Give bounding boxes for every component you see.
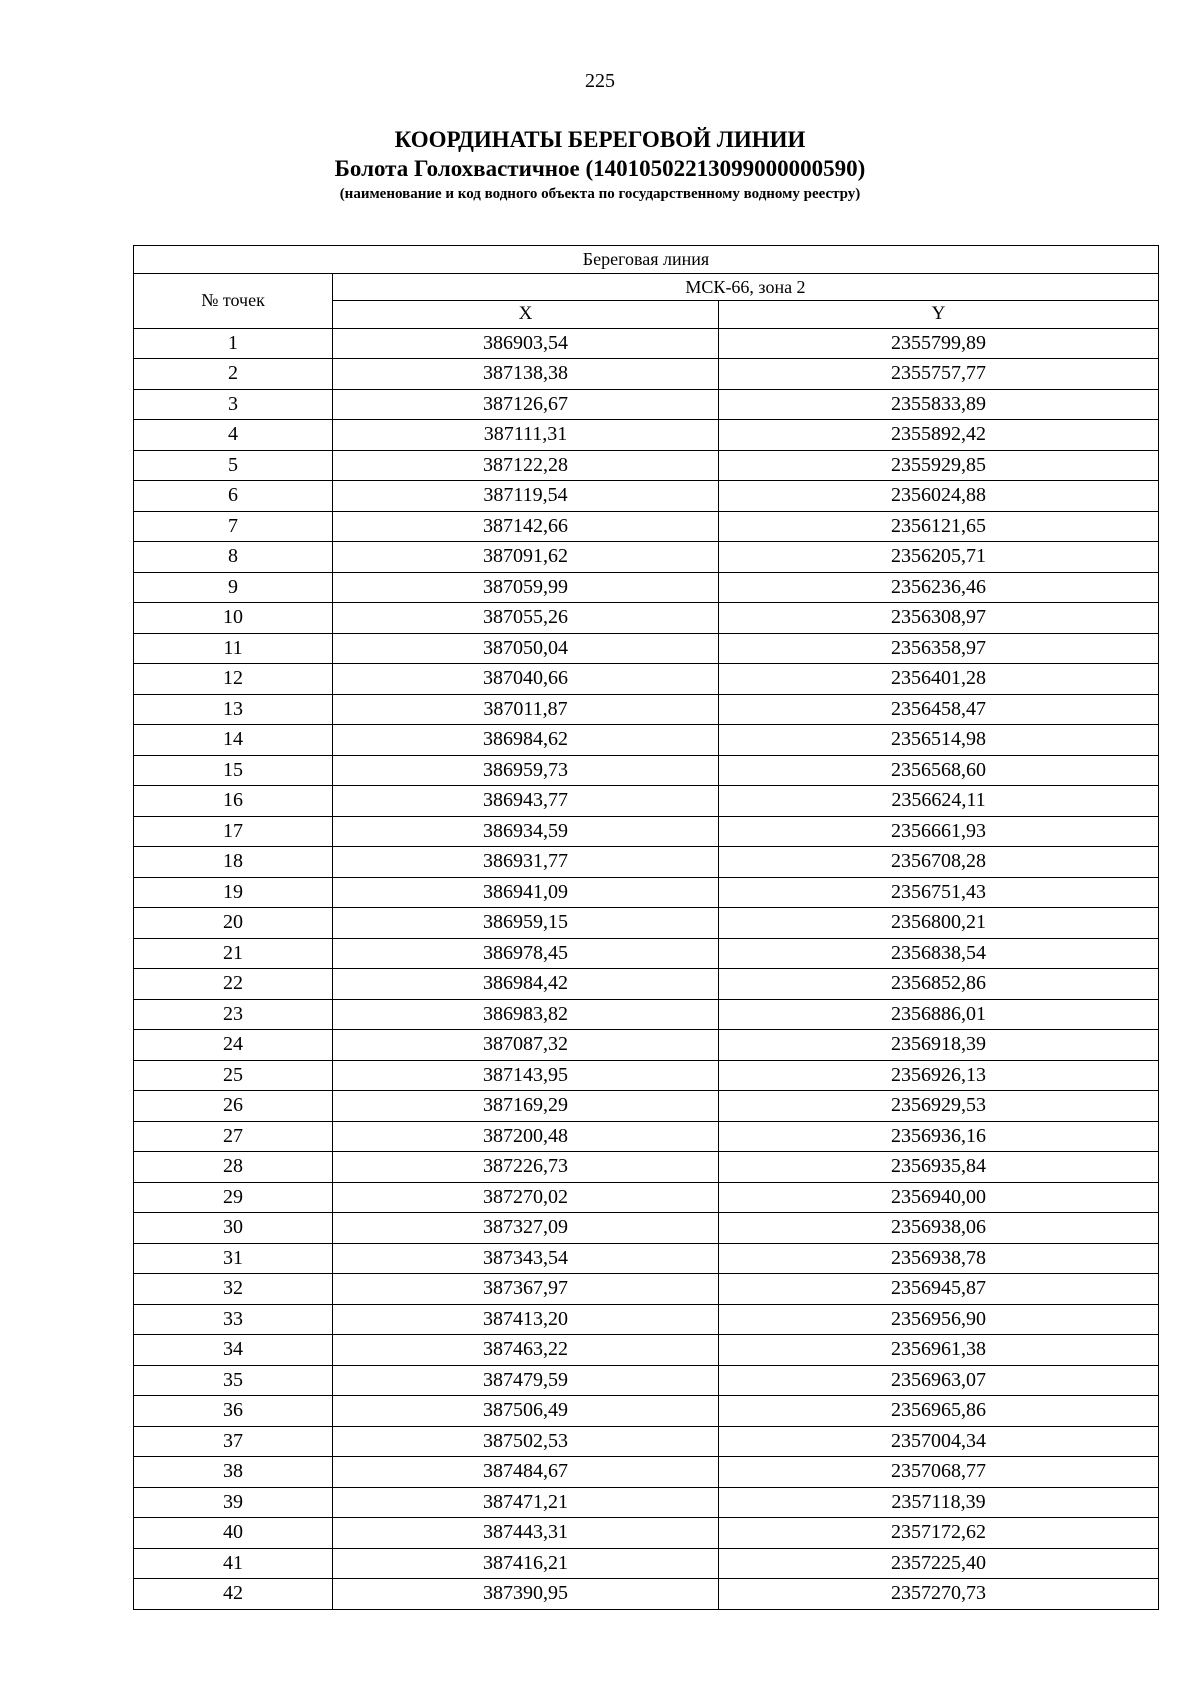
point-number-cell: 17	[134, 816, 333, 847]
y-coordinate-cell: 2356926,13	[719, 1060, 1159, 1091]
table-row	[134, 1274, 1159, 1305]
x-coordinate-cell: 387463,22	[333, 1335, 719, 1366]
x-coordinate-cell: 387343,54	[333, 1243, 719, 1274]
y-column-header: Y	[719, 301, 1159, 329]
y-coordinate-cell: 2356965,86	[719, 1396, 1159, 1427]
point-number-cell: 29	[134, 1182, 333, 1213]
y-coordinate-cell: 2357068,77	[719, 1457, 1159, 1488]
point-number-cell: 13	[134, 694, 333, 725]
point-number-cell: 38	[134, 1457, 333, 1488]
table-row	[134, 1457, 1159, 1488]
table-row	[134, 1426, 1159, 1457]
table-row	[134, 359, 1159, 390]
document-note: (наименование и код водного объекта по государственному водному реестру)	[339, 186, 861, 202]
x-coordinate-cell: 386984,62	[333, 725, 719, 756]
x-coordinate-cell: 386931,77	[333, 847, 719, 878]
point-number-cell: 16	[134, 786, 333, 817]
y-coordinate-cell: 2356236,46	[719, 572, 1159, 603]
y-coordinate-cell: 2355892,42	[719, 420, 1159, 451]
table-caption: Береговая линия	[134, 246, 1159, 274]
x-coordinate-cell: 386903,54	[333, 328, 719, 359]
y-coordinate-cell: 2356568,60	[719, 755, 1159, 786]
y-coordinate-cell: 2356358,97	[719, 633, 1159, 664]
y-coordinate-cell: 2356936,16	[719, 1121, 1159, 1152]
table-row	[134, 1121, 1159, 1152]
table-row	[134, 511, 1159, 542]
y-coordinate-cell: 2355757,77	[719, 359, 1159, 390]
points-header: № точек	[134, 273, 333, 328]
point-number-cell: 27	[134, 1121, 333, 1152]
table-row	[134, 725, 1159, 756]
point-number-cell: 11	[134, 633, 333, 664]
x-coordinate-cell: 387484,67	[333, 1457, 719, 1488]
document-subtitle: Болота Голохвастичное (14010502213099000000590)	[334, 156, 866, 181]
x-coordinate-cell: 386941,09	[333, 877, 719, 908]
y-coordinate-cell: 2356938,78	[719, 1243, 1159, 1274]
point-number-cell: 20	[134, 908, 333, 939]
point-number-cell: 5	[134, 450, 333, 481]
y-coordinate-cell: 2356956,90	[719, 1304, 1159, 1335]
y-coordinate-cell: 2356661,93	[719, 816, 1159, 847]
x-coordinate-cell: 387471,21	[333, 1487, 719, 1518]
table-row	[134, 1518, 1159, 1549]
x-coordinate-cell: 387226,73	[333, 1152, 719, 1183]
y-coordinate-cell: 2355799,89	[719, 328, 1159, 359]
y-coordinate-cell: 2356308,97	[719, 603, 1159, 634]
y-coordinate-cell: 2356852,86	[719, 969, 1159, 1000]
point-number-cell: 25	[134, 1060, 333, 1091]
x-coordinate-cell: 386943,77	[333, 786, 719, 817]
point-number-cell: 14	[134, 725, 333, 756]
x-coordinate-cell: 387111,31	[333, 420, 719, 451]
point-number-cell: 1	[134, 328, 333, 359]
y-coordinate-cell: 2356205,71	[719, 542, 1159, 573]
x-coordinate-cell: 387200,48	[333, 1121, 719, 1152]
point-number-cell: 31	[134, 1243, 333, 1274]
table-row	[134, 999, 1159, 1030]
point-number-cell: 19	[134, 877, 333, 908]
point-number-cell: 30	[134, 1213, 333, 1244]
y-coordinate-cell: 2356624,11	[719, 786, 1159, 817]
point-number-cell: 3	[134, 389, 333, 420]
table-row	[134, 1152, 1159, 1183]
point-number-cell: 23	[134, 999, 333, 1030]
table-row	[134, 694, 1159, 725]
x-coordinate-cell: 387479,59	[333, 1365, 719, 1396]
table-row	[134, 1243, 1159, 1274]
point-number-cell: 24	[134, 1030, 333, 1061]
table-row	[134, 1182, 1159, 1213]
table-row	[134, 481, 1159, 512]
point-number-cell: 6	[134, 481, 333, 512]
table-row	[134, 969, 1159, 1000]
x-coordinate-cell: 387506,49	[333, 1396, 719, 1427]
point-number-cell: 42	[134, 1579, 333, 1610]
x-coordinate-cell: 387040,66	[333, 664, 719, 695]
x-coordinate-cell: 387059,99	[333, 572, 719, 603]
y-coordinate-cell: 2357004,34	[719, 1426, 1159, 1457]
point-number-cell: 36	[134, 1396, 333, 1427]
point-number-cell: 32	[134, 1274, 333, 1305]
coordinates-table	[133, 245, 1159, 1610]
x-coordinate-cell: 387087,32	[333, 1030, 719, 1061]
y-coordinate-cell: 2356945,87	[719, 1274, 1159, 1305]
y-coordinate-cell: 2356458,47	[719, 694, 1159, 725]
table-row	[134, 877, 1159, 908]
table-row	[134, 389, 1159, 420]
x-coordinate-cell: 386959,15	[333, 908, 719, 939]
table-row	[134, 816, 1159, 847]
y-coordinate-cell: 2356514,98	[719, 725, 1159, 756]
y-coordinate-cell: 2356886,01	[719, 999, 1159, 1030]
table-row	[134, 908, 1159, 939]
x-coordinate-cell: 387367,97	[333, 1274, 719, 1305]
point-number-cell: 26	[134, 1091, 333, 1122]
point-number-cell: 28	[134, 1152, 333, 1183]
table-row	[134, 1091, 1159, 1122]
table-row	[134, 450, 1159, 481]
table-row	[134, 572, 1159, 603]
x-coordinate-cell: 387142,66	[333, 511, 719, 542]
table-row	[134, 542, 1159, 573]
x-column-header: X	[333, 301, 719, 329]
x-coordinate-cell: 387416,21	[333, 1548, 719, 1579]
y-coordinate-cell: 2356838,54	[719, 938, 1159, 969]
x-coordinate-cell: 387413,20	[333, 1304, 719, 1335]
y-coordinate-cell: 2356401,28	[719, 664, 1159, 695]
page-number: 225	[585, 70, 615, 92]
table-row	[134, 1030, 1159, 1061]
table-row	[134, 1304, 1159, 1335]
point-number-cell: 15	[134, 755, 333, 786]
table-row	[134, 633, 1159, 664]
table-row	[134, 1213, 1159, 1244]
x-coordinate-cell: 387138,38	[333, 359, 719, 390]
x-coordinate-cell: 387122,28	[333, 450, 719, 481]
table-row	[134, 664, 1159, 695]
x-coordinate-cell: 387270,02	[333, 1182, 719, 1213]
point-number-cell: 4	[134, 420, 333, 451]
table-row	[134, 1060, 1159, 1091]
y-coordinate-cell: 2356751,43	[719, 877, 1159, 908]
table-row	[134, 847, 1159, 878]
y-coordinate-cell: 2357225,40	[719, 1548, 1159, 1579]
table-row	[134, 1548, 1159, 1579]
x-coordinate-cell: 387126,67	[333, 389, 719, 420]
x-coordinate-cell: 387443,31	[333, 1518, 719, 1549]
point-number-cell: 2	[134, 359, 333, 390]
table-row	[134, 1579, 1159, 1610]
x-coordinate-cell: 387050,04	[333, 633, 719, 664]
y-coordinate-cell: 2356121,65	[719, 511, 1159, 542]
table-row	[134, 938, 1159, 969]
y-coordinate-cell: 2355833,89	[719, 389, 1159, 420]
x-coordinate-cell: 386984,42	[333, 969, 719, 1000]
point-number-cell: 21	[134, 938, 333, 969]
point-number-cell: 18	[134, 847, 333, 878]
table-row	[134, 1335, 1159, 1366]
x-coordinate-cell: 387119,54	[333, 481, 719, 512]
table-body	[134, 328, 1159, 1609]
point-number-cell: 8	[134, 542, 333, 573]
y-coordinate-cell: 2356800,21	[719, 908, 1159, 939]
y-coordinate-cell: 2355929,85	[719, 450, 1159, 481]
x-coordinate-cell: 387091,62	[333, 542, 719, 573]
y-coordinate-cell: 2357172,62	[719, 1518, 1159, 1549]
y-coordinate-cell: 2356929,53	[719, 1091, 1159, 1122]
y-coordinate-cell: 2357118,39	[719, 1487, 1159, 1518]
x-coordinate-cell: 387169,29	[333, 1091, 719, 1122]
x-coordinate-cell: 387055,26	[333, 603, 719, 634]
table-row	[134, 1487, 1159, 1518]
point-number-cell: 12	[134, 664, 333, 695]
point-number-cell: 40	[134, 1518, 333, 1549]
y-coordinate-cell: 2356963,07	[719, 1365, 1159, 1396]
table-row	[134, 420, 1159, 451]
y-coordinate-cell: 2356024,88	[719, 481, 1159, 512]
point-number-cell: 41	[134, 1548, 333, 1579]
x-coordinate-cell: 387390,95	[333, 1579, 719, 1610]
point-number-cell: 37	[134, 1426, 333, 1457]
table-row	[134, 1365, 1159, 1396]
table-row	[134, 603, 1159, 634]
table-row	[134, 755, 1159, 786]
table-row	[134, 328, 1159, 359]
point-number-cell: 10	[134, 603, 333, 634]
y-coordinate-cell: 2356708,28	[719, 847, 1159, 878]
document-title: КООРДИНАТЫ БЕРЕГОВОЙ ЛИНИИ	[394, 127, 806, 152]
x-coordinate-cell: 387143,95	[333, 1060, 719, 1091]
y-coordinate-cell: 2356961,38	[719, 1335, 1159, 1366]
y-coordinate-cell: 2357270,73	[719, 1579, 1159, 1610]
point-number-cell: 39	[134, 1487, 333, 1518]
x-coordinate-cell: 387011,87	[333, 694, 719, 725]
y-coordinate-cell: 2356918,39	[719, 1030, 1159, 1061]
table-row	[134, 786, 1159, 817]
y-coordinate-cell: 2356935,84	[719, 1152, 1159, 1183]
table-row	[134, 1396, 1159, 1427]
x-coordinate-cell: 387502,53	[333, 1426, 719, 1457]
point-number-cell: 7	[134, 511, 333, 542]
y-coordinate-cell: 2356938,06	[719, 1213, 1159, 1244]
point-number-cell: 35	[134, 1365, 333, 1396]
point-number-cell: 22	[134, 969, 333, 1000]
x-coordinate-cell: 386959,73	[333, 755, 719, 786]
x-coordinate-cell: 386978,45	[333, 938, 719, 969]
x-coordinate-cell: 387327,09	[333, 1213, 719, 1244]
point-number-cell: 33	[134, 1304, 333, 1335]
point-number-cell: 9	[134, 572, 333, 603]
y-coordinate-cell: 2356940,00	[719, 1182, 1159, 1213]
point-number-cell: 34	[134, 1335, 333, 1366]
coordinate-system-header: МСК-66, зона 2	[333, 273, 1159, 301]
x-coordinate-cell: 386983,82	[333, 999, 719, 1030]
x-coordinate-cell: 386934,59	[333, 816, 719, 847]
